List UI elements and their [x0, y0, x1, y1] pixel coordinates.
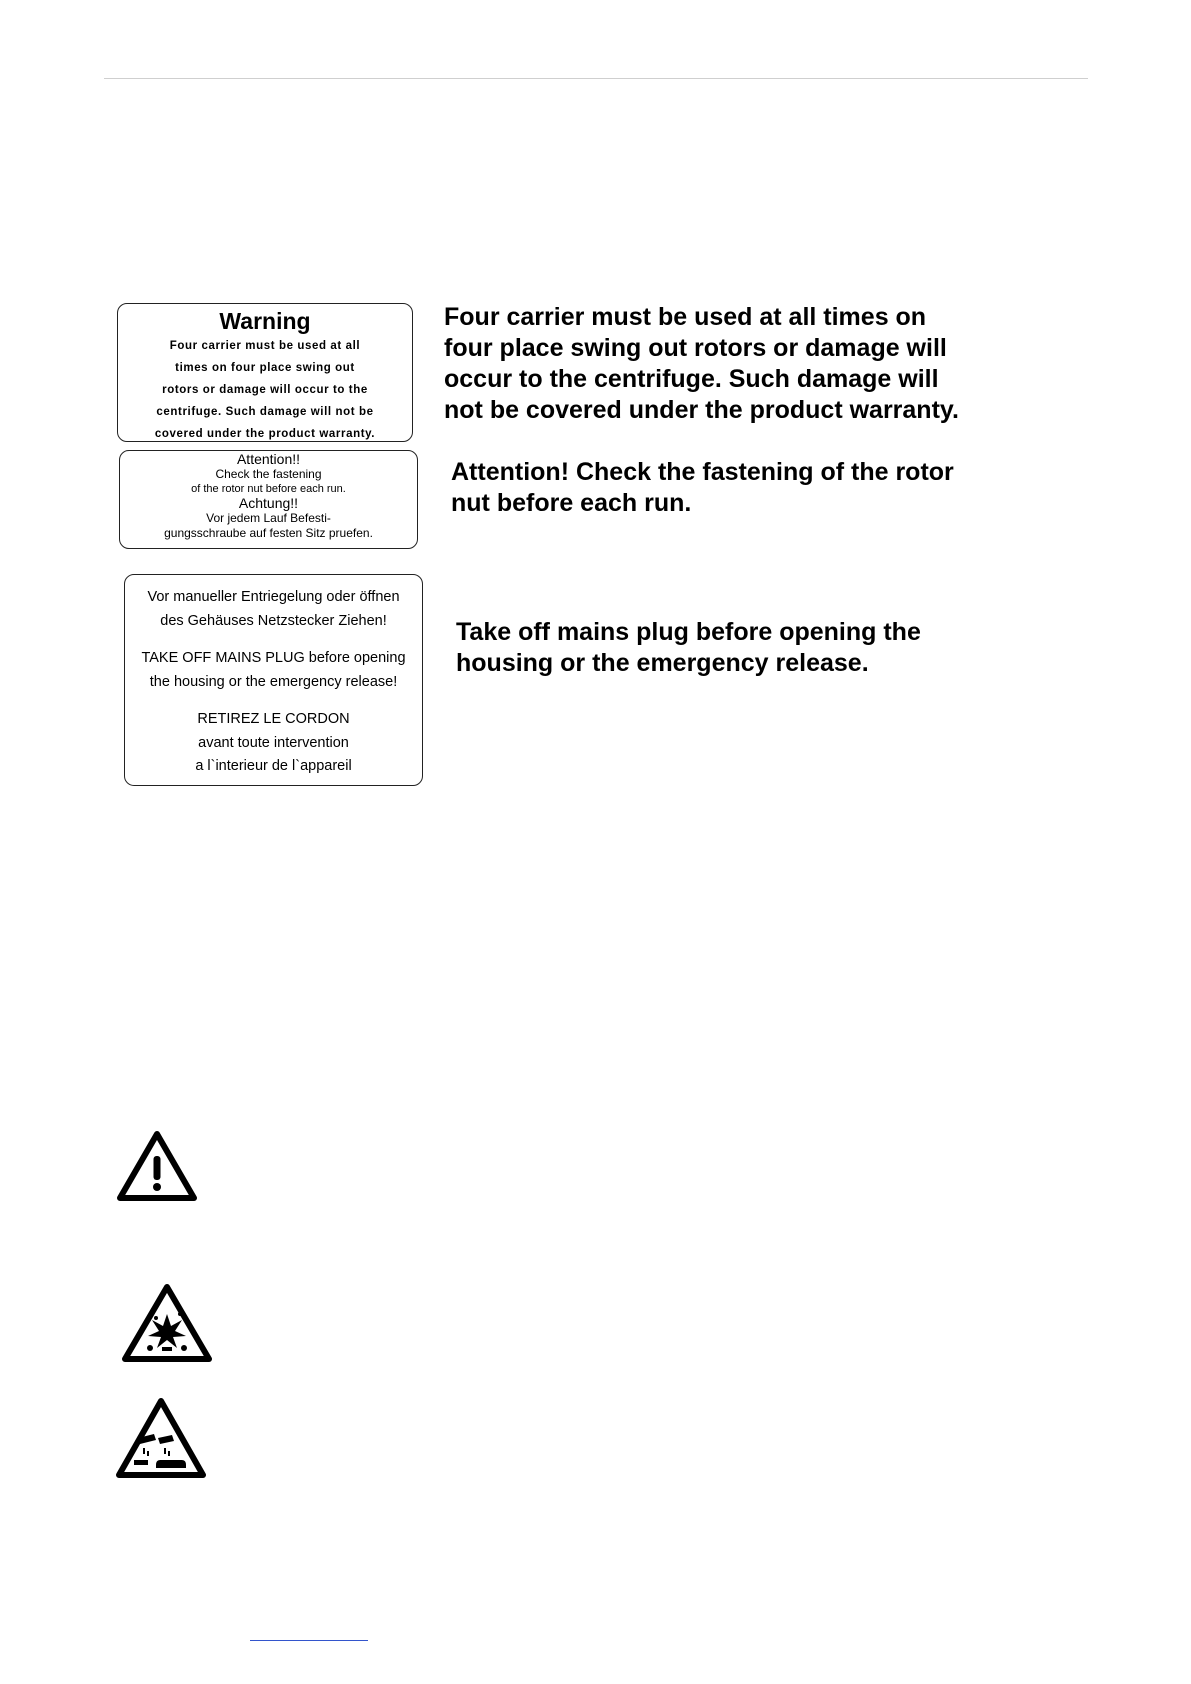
- warning-label-line: Four carrier must be used at all: [169, 340, 361, 352]
- mains-description-line: Take off mains plug before opening the: [456, 618, 921, 646]
- mains-description-line: housing or the emergency release.: [456, 649, 869, 677]
- mains-label-german-line: Vor manueller Entriegelung oder öffnen: [147, 589, 400, 605]
- attention-description-line: Attention! Check the fastening of the rotor: [451, 458, 954, 486]
- warning-label-title: Warning: [219, 308, 311, 334]
- warning-triangle-icon: [116, 1130, 198, 1202]
- warning-label-line: rotors or damage will occur to the: [162, 384, 368, 396]
- warning-label-body: [118, 335, 412, 445]
- attention-label-line: Achtung!!: [238, 495, 299, 511]
- warning-label-line: centrifuge. Such damage will not be: [156, 406, 374, 418]
- attention-description: [451, 457, 1051, 519]
- attention-label-line: of the rotor nut before each run.: [191, 482, 346, 495]
- mains-label-french-line: a l`interieur de l`appareil: [195, 758, 352, 774]
- warning-description-line: not be covered under the product warranty.: [444, 396, 959, 424]
- warning-description: [444, 302, 1044, 426]
- footer-link[interactable]: [250, 1622, 368, 1641]
- mains-description: [456, 617, 1056, 679]
- mains-label-french-line: avant toute intervention: [198, 734, 349, 751]
- header-rule: [104, 78, 1088, 79]
- warning-description-line: occur to the centrifuge. Such damage will: [444, 365, 939, 393]
- warning-label: [117, 303, 413, 442]
- explosive-hazard-icon: [122, 1284, 212, 1362]
- warning-label-line: covered under the product warranty.: [154, 428, 376, 440]
- attention-label-line: gungsschraube auf festen Sitz pruefen.: [164, 525, 373, 540]
- attention-label: [119, 450, 418, 549]
- attention-label-line: Vor jedem Lauf Befesti-: [206, 511, 331, 525]
- warning-description-line: four place swing out rotors or damage will: [444, 334, 947, 362]
- mains-label-french-line: RETIREZ LE CORDON: [197, 711, 350, 727]
- attention-label-line: Attention!!: [236, 451, 301, 467]
- mains-label-english-line: the housing or the emergency release!: [149, 673, 398, 690]
- mains-label-english-line: TAKE OFF MAINS PLUG before opening: [141, 650, 406, 666]
- corrosive-hazard-icon: [116, 1398, 206, 1478]
- warning-description-line: Four carrier must be used at all times on: [444, 303, 927, 331]
- attention-description-line: nut before each run.: [451, 489, 692, 517]
- attention-label-line: Check the fastening: [215, 467, 322, 481]
- mains-label-german-line: des Gehäuses Netzstecker Ziehen!: [160, 612, 387, 629]
- warning-label-line: times on four place swing out: [175, 362, 355, 374]
- mains-plug-label: [124, 574, 423, 786]
